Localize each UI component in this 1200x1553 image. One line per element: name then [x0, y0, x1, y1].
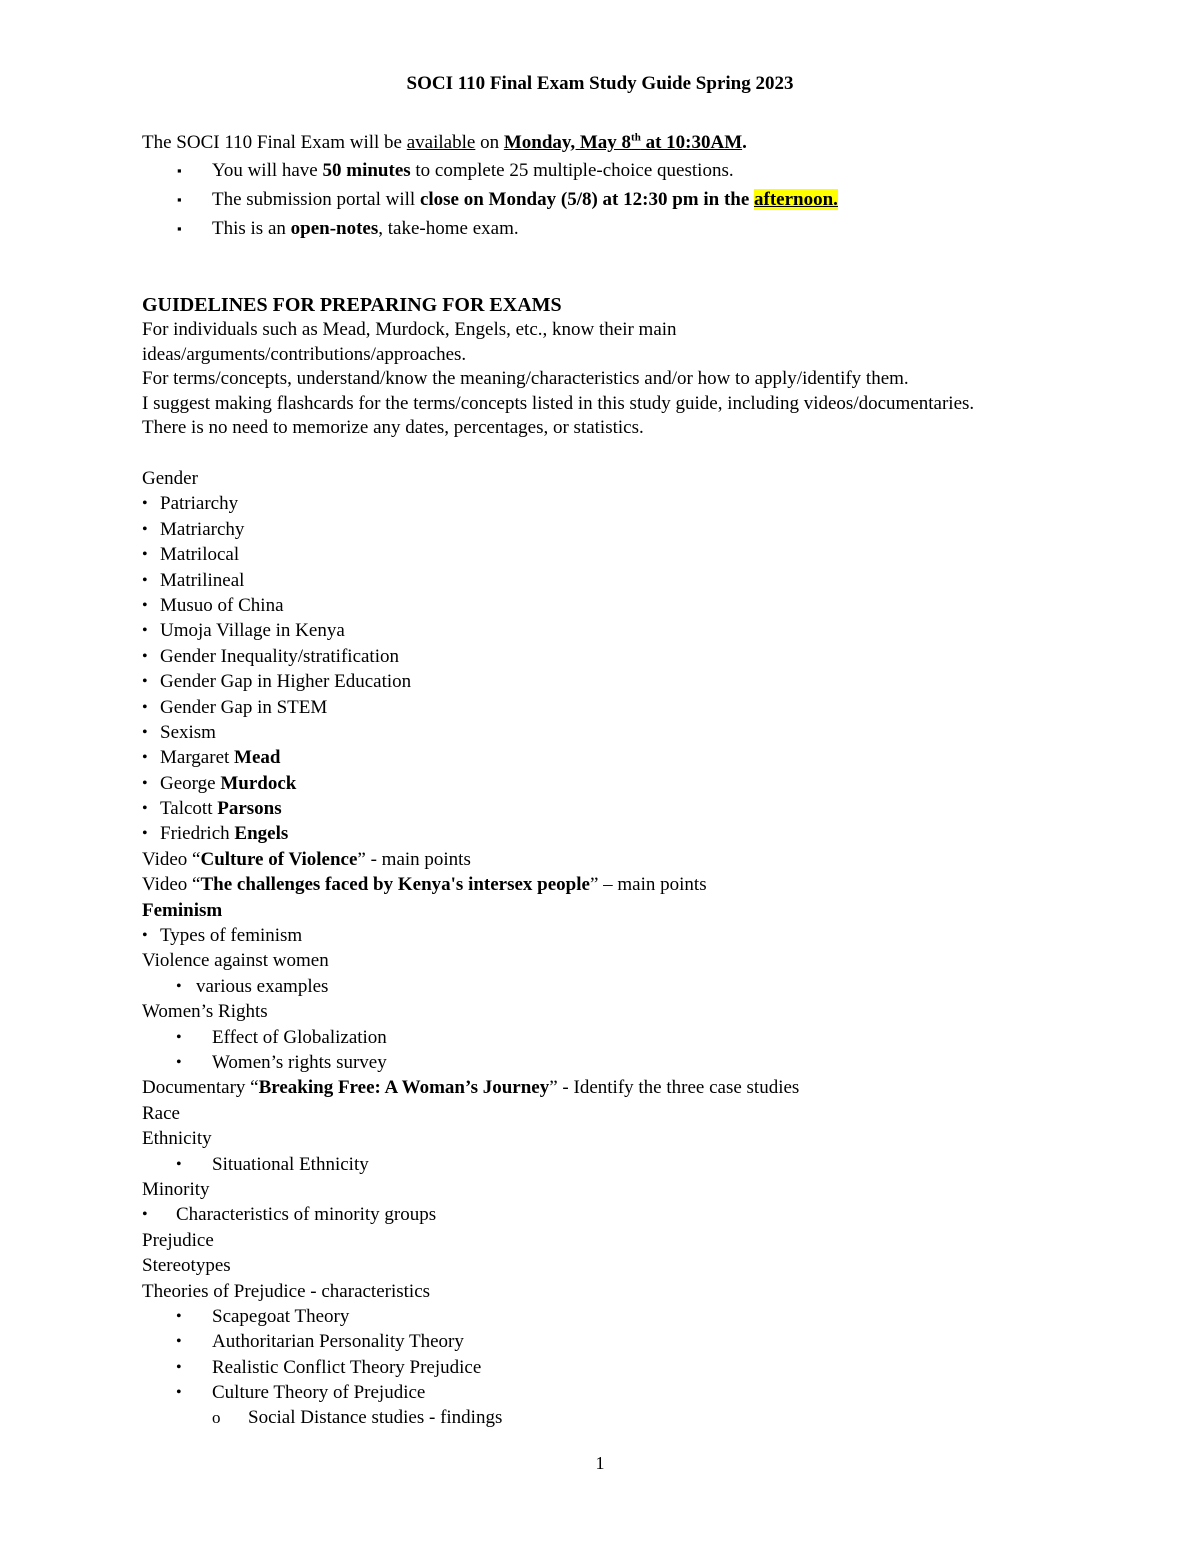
list-item: • Talcott Parsons — [142, 796, 1142, 821]
paragraph-line: There is no need to memorize any dates, percentages, or statistics. — [142, 417, 644, 438]
bullet-icon: • — [142, 723, 148, 741]
bullet-icon: • — [176, 1028, 182, 1046]
topic-heading-minority: Minority — [142, 1178, 210, 1200]
list-item: • Gender Gap in Higher Education — [142, 669, 1142, 694]
list-item: • Matrilineal — [142, 568, 1142, 593]
square-bullet-icon: ▪ — [177, 221, 182, 236]
guidelines-section — [142, 292, 1142, 441]
topic-heading-feminism: Feminism — [142, 899, 223, 921]
list-item: ▪ This is an open-notes, take-home exam. — [142, 214, 838, 243]
bullet-icon: • — [142, 749, 148, 767]
documentary-line: Documentary “Breaking Free: A Woman’s Journey” - Identify the three case studies — [142, 1077, 800, 1099]
video-line: Video “Culture of Violence” - main points — [142, 848, 471, 870]
bullet-icon: • — [176, 1333, 182, 1351]
bullet-icon: • — [142, 596, 148, 614]
topic-heading-stereotypes: Stereotypes — [142, 1255, 231, 1277]
bullet-icon: • — [142, 825, 148, 843]
topic-heading-gender: Gender — [142, 468, 198, 489]
topic-heading-race: Race — [142, 1102, 180, 1124]
exam-availability: The SOCI 110 Final Exam will be available on Monday, May 8th at 10:30AM. — [142, 131, 747, 153]
bullet-icon: • — [176, 1358, 182, 1376]
exam-details-list — [142, 156, 838, 243]
bullet-icon: • — [142, 1206, 148, 1224]
bullet-icon: • — [142, 495, 148, 513]
bullet-icon: • — [142, 800, 148, 818]
topic-heading-rights: Women’s Rights — [142, 1001, 268, 1023]
bullet-icon: • — [176, 1053, 182, 1071]
list-item: • Women’s rights survey — [142, 1050, 1142, 1075]
list-item: • Umoja Village in Kenya — [142, 618, 1142, 643]
bullet-icon: • — [142, 673, 148, 691]
list-item: • Situational Ethnicity — [142, 1152, 1142, 1177]
bullet-icon: • — [142, 927, 148, 945]
bullet-icon: • — [142, 622, 148, 640]
list-item: o Social Distance studies - findings — [142, 1405, 1142, 1430]
highlighted-text: afternoon. — [754, 189, 838, 210]
page-title: SOCI 110 Final Exam Study Guide Spring 2023 — [406, 73, 794, 94]
bullet-icon: • — [142, 698, 148, 716]
list-item: • Characteristics of minority groups — [142, 1202, 1142, 1227]
page-number: 1 — [595, 1453, 605, 1473]
list-item: • Effect of Globalization — [142, 1025, 1142, 1050]
bullet-icon: • — [142, 647, 148, 665]
topic-heading-ethnicity: Ethnicity — [142, 1128, 212, 1150]
topic-heading-violence: Violence against women — [142, 950, 329, 972]
video-line: Video “The challenges faced by Kenya's intersex people” – main points — [142, 874, 707, 896]
paragraph-line: I suggest making flashcards for the terms/concepts listed in this study guide, including videos/documentaries. — [142, 392, 975, 414]
list-item: • Matriarchy — [142, 517, 1142, 542]
list-item: • Matrilocal — [142, 542, 1142, 567]
paragraph-line: ideas/arguments/contributions/approaches. — [142, 343, 467, 365]
topic-heading-theories: Theories of Prejudice - characteristics — [142, 1280, 431, 1302]
list-item: • Realistic Conflict Theory Prejudice — [142, 1355, 1142, 1380]
list-item: • Gender Gap in STEM — [142, 695, 1142, 720]
topics-list — [142, 466, 1142, 1431]
topic-heading-prejudice: Prejudice — [142, 1229, 214, 1251]
list-item: • George Murdock — [142, 771, 1142, 796]
bullet-icon: • — [176, 1307, 182, 1325]
list-item: • Sexism — [142, 720, 1142, 745]
list-item: • Scapegoat Theory — [142, 1304, 1142, 1329]
list-item: • various examples — [142, 974, 1142, 999]
bullet-icon: • — [176, 1384, 182, 1402]
list-item: • Culture Theory of Prejudice — [142, 1380, 1142, 1405]
circle-bullet-icon: o — [212, 1408, 221, 1428]
square-bullet-icon: ▪ — [177, 192, 182, 207]
section-heading: GUIDELINES FOR PREPARING FOR EXAMS — [142, 294, 562, 316]
list-item: ▪ The submission portal will close on Monday (5/8) at 12:30 pm in the afternoon. — [142, 185, 838, 214]
paragraph-line: For individuals such as Mead, Murdock, Engels, etc., know their main — [142, 319, 677, 340]
list-item: • Friedrich Engels — [142, 821, 1142, 846]
list-item: • Margaret Mead — [142, 745, 1142, 770]
bullet-icon: • — [142, 546, 148, 564]
list-item: ▪ You will have 50 minutes to complete 25 multiple-choice questions. — [142, 156, 838, 185]
list-item: • Authoritarian Personality Theory — [142, 1329, 1142, 1354]
bullet-icon: • — [142, 774, 148, 792]
list-item: • Musuo of China — [142, 593, 1142, 618]
bullet-icon: • — [142, 520, 148, 538]
list-item: • Types of feminism — [142, 923, 1142, 948]
exam-info — [142, 130, 838, 243]
list-item: • Gender Inequality/stratification — [142, 644, 1142, 669]
paragraph-line: For terms/concepts, understand/know the meaning/characteristics and/or how to apply/identify them. — [142, 368, 909, 389]
bullet-icon: • — [176, 1155, 182, 1173]
square-bullet-icon: ▪ — [177, 163, 182, 178]
list-item: • Patriarchy — [142, 491, 1142, 516]
bullet-icon: • — [142, 571, 148, 589]
bullet-icon: • — [176, 977, 182, 995]
